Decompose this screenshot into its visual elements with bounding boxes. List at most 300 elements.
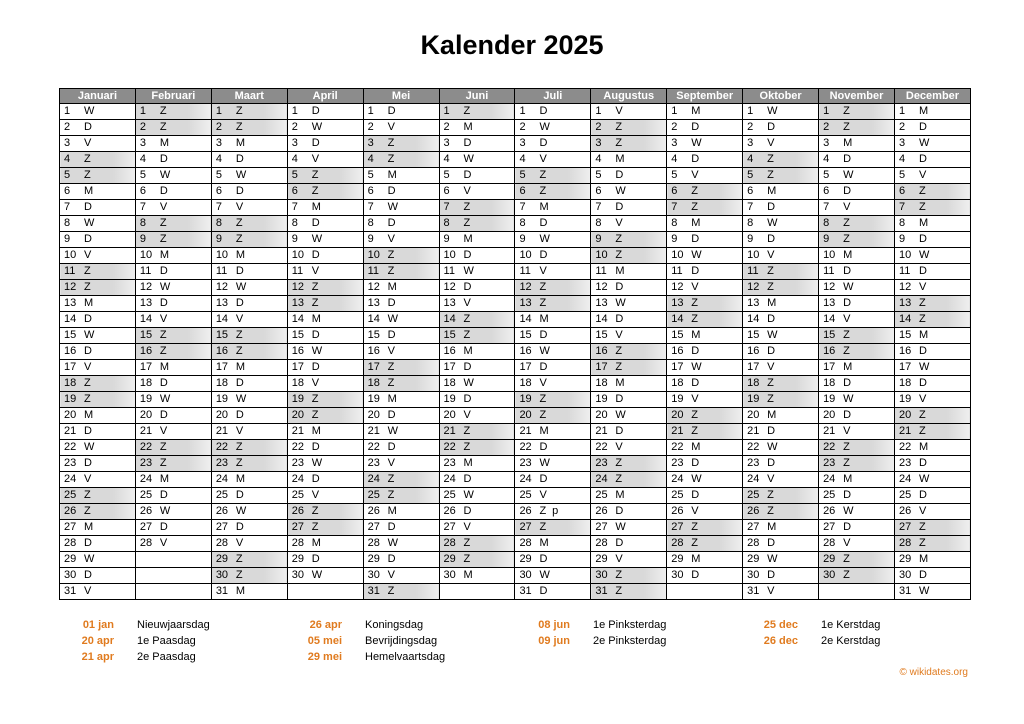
holiday-name: 1e Kerstdag <box>821 619 881 631</box>
day-note: p <box>552 505 559 517</box>
day-cell <box>591 104 667 120</box>
day-number: 23 <box>64 457 77 469</box>
day-cell <box>60 376 136 392</box>
day-cell <box>439 520 515 536</box>
weekday-letter: W <box>311 233 323 245</box>
weekday-letter: Z <box>767 265 774 277</box>
weekday-letter: W <box>159 281 171 293</box>
weekday-letter: D <box>691 233 700 245</box>
holiday-name: Hemelvaartsdag <box>365 651 446 663</box>
weekday-letter: V <box>311 265 320 277</box>
weekday-letter: Z <box>311 169 319 181</box>
day-number: 14 <box>291 313 304 325</box>
day-cell <box>743 520 819 536</box>
weekday-letter: D <box>235 153 244 165</box>
weekday-letter: Z <box>843 121 850 133</box>
day-number: 2 <box>139 121 147 133</box>
day-cell <box>591 584 667 600</box>
day-number: 13 <box>519 297 532 309</box>
day-cell <box>591 152 667 168</box>
day-cell <box>439 248 515 264</box>
day-number: 21 <box>747 425 760 437</box>
weekday-letter: W <box>463 153 474 165</box>
day-cell <box>211 472 287 488</box>
day-cell <box>667 360 743 376</box>
day-cell <box>211 248 287 264</box>
day-number: 24 <box>139 473 153 485</box>
day-cell <box>819 248 895 264</box>
day-cell <box>894 424 970 440</box>
weekday-letter: W <box>615 297 626 309</box>
weekday-letter: M <box>843 361 853 373</box>
weekday-letter: M <box>235 361 245 373</box>
weekday-letter: Z <box>387 585 395 597</box>
day-cell <box>515 216 591 232</box>
weekday-letter: Z <box>463 217 471 229</box>
day-number: 29 <box>367 553 380 565</box>
day-number: 8 <box>443 217 450 229</box>
day-cell <box>60 120 136 136</box>
day-number: 19 <box>367 393 380 405</box>
weekday-letter: M <box>84 185 94 197</box>
day-number: 30 <box>443 569 456 581</box>
day-number: 22 <box>291 441 304 453</box>
day-number: 23 <box>215 457 229 469</box>
weekday-letter: D <box>539 585 548 597</box>
day-cell <box>363 552 439 568</box>
weekday-letter: Z <box>311 281 319 293</box>
weekday-letter: Z <box>311 521 319 533</box>
calendar-body <box>60 104 971 600</box>
page-title: Kalender 2025 <box>420 30 604 60</box>
weekday-letter: Z <box>539 297 547 309</box>
weekday-letter: V <box>539 265 547 277</box>
day-number: 19 <box>443 393 456 405</box>
weekday-letter: Z <box>235 217 243 229</box>
weekday-letter: Z <box>843 553 850 565</box>
day-cell <box>211 392 287 408</box>
weekday-letter: D <box>311 329 320 341</box>
day-number: 10 <box>215 249 229 261</box>
month-header-row <box>60 89 971 104</box>
day-cell <box>135 312 211 328</box>
holiday-name: Koningsdag <box>365 619 424 631</box>
weekday-letter: D <box>84 345 92 357</box>
day-number: 10 <box>139 249 153 261</box>
day-row <box>60 504 971 520</box>
day-number: 2 <box>898 121 906 133</box>
weekday-letter: M <box>843 473 853 485</box>
day-cell <box>894 120 970 136</box>
day-number: 13 <box>367 297 380 309</box>
day-cell <box>287 504 363 520</box>
day-cell <box>819 152 895 168</box>
day-number: 11 <box>595 265 607 277</box>
day-number: 4 <box>519 153 526 165</box>
day-cell <box>363 440 439 456</box>
day-cell <box>363 312 439 328</box>
day-number: 2 <box>823 121 830 133</box>
day-number: 14 <box>671 313 684 325</box>
weekday-letter: V <box>84 473 92 485</box>
day-number: 9 <box>367 233 374 245</box>
day-cell <box>667 488 743 504</box>
day-cell <box>515 232 591 248</box>
day-cell <box>591 360 667 376</box>
day-cell <box>60 248 136 264</box>
day-cell <box>667 504 743 520</box>
day-number: 5 <box>291 169 298 181</box>
day-cell <box>287 456 363 472</box>
day-number: 6 <box>747 185 754 197</box>
day-cell <box>894 312 970 328</box>
day-number: 17 <box>367 361 380 373</box>
weekday-letter: W <box>539 457 550 469</box>
day-cell <box>135 104 211 120</box>
day-number: 19 <box>519 393 532 405</box>
day-number: 5 <box>367 169 374 181</box>
day-number: 13 <box>671 297 684 309</box>
day-number: 24 <box>291 473 304 485</box>
day-cell <box>667 456 743 472</box>
day-cell <box>667 280 743 296</box>
day-cell <box>819 280 895 296</box>
day-cell <box>287 328 363 344</box>
holiday-name: 2e Kerstdag <box>821 635 881 647</box>
day-cell <box>515 168 591 184</box>
day-number: 5 <box>139 169 147 181</box>
day-number: 3 <box>64 137 71 149</box>
day-cell <box>591 376 667 392</box>
day-cell <box>439 360 515 376</box>
day-number: 26 <box>671 505 684 517</box>
weekday-letter: D <box>918 345 927 357</box>
day-number: 8 <box>139 217 147 229</box>
day-number: 24 <box>898 473 912 485</box>
day-cell <box>211 120 287 136</box>
weekday-letter: M <box>311 313 321 325</box>
day-number: 1 <box>443 105 450 117</box>
weekday-letter: W <box>918 585 930 597</box>
weekday-letter: D <box>615 201 624 213</box>
weekday-letter: Z <box>539 169 547 181</box>
day-cell <box>515 328 591 344</box>
day-number: 22 <box>823 441 836 453</box>
day-number: 6 <box>291 185 298 197</box>
day-cell <box>743 488 819 504</box>
weekday-letter: D <box>539 249 548 261</box>
day-number: 29 <box>215 553 229 565</box>
weekday-letter: W <box>691 137 702 149</box>
day-cell <box>591 184 667 200</box>
weekday-letter: Z <box>463 553 471 565</box>
holiday-date: 01 jan <box>82 619 114 631</box>
day-cell <box>819 136 895 152</box>
day-cell <box>135 280 211 296</box>
day-number: 10 <box>519 249 532 261</box>
day-row <box>60 296 971 312</box>
weekday-letter: Z <box>918 409 926 421</box>
weekday-letter: D <box>463 473 472 485</box>
day-cell <box>439 392 515 408</box>
weekday-letter: D <box>918 457 927 469</box>
day-number: 25 <box>367 489 380 501</box>
weekday-letter: D <box>387 521 396 533</box>
day-cell <box>439 296 515 312</box>
day-cell <box>287 200 363 216</box>
day-number: 12 <box>823 281 836 293</box>
day-cell <box>363 248 439 264</box>
day-number: 7 <box>898 201 906 213</box>
day-cell <box>211 552 287 568</box>
weekday-letter: D <box>918 265 927 277</box>
weekday-letter: D <box>691 345 700 357</box>
day-cell <box>60 488 136 504</box>
weekday-letter: W <box>615 185 626 197</box>
weekday-letter: D <box>159 153 168 165</box>
day-cell <box>135 360 211 376</box>
day-cell <box>60 136 136 152</box>
weekday-letter: W <box>463 265 474 277</box>
day-row <box>60 136 971 152</box>
day-number: 24 <box>443 473 456 485</box>
day-cell <box>439 552 515 568</box>
day-cell <box>819 200 895 216</box>
day-number: 20 <box>291 409 304 421</box>
day-number: 9 <box>595 233 602 245</box>
day-cell <box>60 216 136 232</box>
day-cell <box>667 232 743 248</box>
day-number: 31 <box>519 585 532 597</box>
day-number: 2 <box>291 121 298 133</box>
day-number: 18 <box>443 377 456 389</box>
weekday-letter: V <box>843 537 851 549</box>
weekday-letter: Z <box>843 441 850 453</box>
day-number: 12 <box>671 281 684 293</box>
weekday-letter: V <box>463 297 471 309</box>
day-number: 4 <box>215 153 222 165</box>
weekday-letter: Z <box>235 329 243 341</box>
day-number: 15 <box>595 329 608 341</box>
month-header: Juli <box>515 89 591 104</box>
holiday-item <box>288 633 488 649</box>
weekday-letter: D <box>387 329 396 341</box>
day-cell <box>363 392 439 408</box>
weekday-letter: Z <box>387 361 395 373</box>
day-number: 4 <box>747 153 754 165</box>
day-number: 23 <box>367 457 380 469</box>
day-number: 6 <box>367 185 374 197</box>
day-cell <box>743 568 819 584</box>
weekday-letter: Z <box>84 265 91 277</box>
day-cell <box>743 328 819 344</box>
day-number: 22 <box>595 441 608 453</box>
day-number: 10 <box>898 249 912 261</box>
day-number: 29 <box>595 553 608 565</box>
day-number: 24 <box>747 473 760 485</box>
day-number: 6 <box>898 185 906 197</box>
day-cell <box>287 312 363 328</box>
day-number: 8 <box>215 217 222 229</box>
day-row <box>60 360 971 376</box>
weekday-letter: V <box>767 473 775 485</box>
day-number: 12 <box>443 281 456 293</box>
day-cell <box>211 568 287 584</box>
day-number: 4 <box>671 153 678 165</box>
weekday-letter: Z <box>615 345 623 357</box>
weekday-letter: D <box>691 377 700 389</box>
day-number: 5 <box>671 169 678 181</box>
day-number: 18 <box>898 377 912 389</box>
day-number: 3 <box>139 137 147 149</box>
day-number: 26 <box>519 505 532 517</box>
day-cell <box>743 200 819 216</box>
weekday-letter: M <box>691 553 701 565</box>
day-number: 26 <box>215 505 229 517</box>
weekday-letter: D <box>918 377 927 389</box>
day-number: 28 <box>671 537 684 549</box>
day-cell <box>515 200 591 216</box>
day-cell <box>60 504 136 520</box>
weekday-letter: V <box>311 489 320 501</box>
day-number: 19 <box>595 393 608 405</box>
weekday-letter: V <box>539 489 547 501</box>
day-number: 30 <box>595 569 608 581</box>
day-number: 16 <box>139 345 153 357</box>
day-cell <box>894 440 970 456</box>
day-number: 9 <box>291 233 298 245</box>
day-cell <box>60 456 136 472</box>
day-number: 11 <box>671 265 683 277</box>
day-number: 25 <box>215 489 229 501</box>
day-number: 24 <box>671 473 684 485</box>
day-number: 22 <box>367 441 380 453</box>
weekday-letter: M <box>615 377 625 389</box>
holiday-column <box>60 617 260 665</box>
day-number: 21 <box>215 425 229 437</box>
day-number: 21 <box>443 425 456 437</box>
day-cell <box>894 376 970 392</box>
day-cell <box>439 568 515 584</box>
day-cell <box>819 536 895 552</box>
weekday-letter: D <box>615 281 624 293</box>
day-cell <box>819 504 895 520</box>
day-cell <box>287 136 363 152</box>
day-cell <box>591 552 667 568</box>
weekday-letter: V <box>159 537 168 549</box>
weekday-letter: D <box>235 377 244 389</box>
day-cell <box>667 200 743 216</box>
weekday-letter: V <box>311 153 320 165</box>
holiday-date: 26 dec <box>763 635 798 647</box>
weekday-letter: D <box>311 105 320 117</box>
day-cell <box>743 424 819 440</box>
day-number: 2 <box>671 121 678 133</box>
day-cell <box>60 408 136 424</box>
weekday-letter: W <box>918 473 930 485</box>
day-number: 30 <box>291 569 304 581</box>
day-number: 26 <box>64 505 77 517</box>
weekday-letter: Z <box>539 185 547 197</box>
day-cell <box>211 536 287 552</box>
weekday-letter: D <box>767 569 776 581</box>
day-cell <box>135 328 211 344</box>
day-cell <box>894 568 970 584</box>
day-cell <box>287 488 363 504</box>
day-number: 30 <box>215 569 229 581</box>
day-number: 27 <box>215 521 229 533</box>
day-cell <box>667 536 743 552</box>
day-number: 16 <box>671 345 684 357</box>
day-number: 16 <box>747 345 760 357</box>
day-cell <box>667 120 743 136</box>
day-cell <box>819 488 895 504</box>
day-number: 10 <box>291 249 304 261</box>
day-number: 21 <box>139 425 153 437</box>
day-number: 10 <box>64 249 77 261</box>
weekday-letter: Z <box>387 153 395 165</box>
holiday-name: Bevrijdingsdag <box>365 635 438 647</box>
day-number: 15 <box>898 329 912 341</box>
day-cell <box>743 232 819 248</box>
day-number: 9 <box>519 233 526 245</box>
weekday-letter: Z <box>463 313 471 325</box>
day-cell <box>894 216 970 232</box>
day-cell <box>439 264 515 280</box>
day-cell <box>287 552 363 568</box>
day-number: 2 <box>215 121 222 133</box>
day-number: 12 <box>898 281 912 293</box>
day-number: 7 <box>443 201 450 213</box>
day-cell <box>667 408 743 424</box>
weekday-letter: V <box>235 537 244 549</box>
month-header: September <box>667 89 743 104</box>
day-number: 17 <box>443 361 456 373</box>
day-number: 23 <box>823 457 836 469</box>
day-cell <box>894 184 970 200</box>
day-cell <box>363 472 439 488</box>
day-cell <box>819 568 895 584</box>
day-cell <box>439 344 515 360</box>
day-number: 13 <box>215 297 229 309</box>
day-cell <box>819 216 895 232</box>
day-number: 7 <box>595 201 602 213</box>
day-cell <box>591 232 667 248</box>
weekday-letter: D <box>767 201 776 213</box>
day-number: 4 <box>367 153 374 165</box>
day-cell <box>60 168 136 184</box>
day-number: 18 <box>215 377 229 389</box>
holiday-date: 20 apr <box>81 635 114 647</box>
day-cell <box>287 264 363 280</box>
weekday-letter: Z <box>159 121 167 133</box>
day-cell <box>667 328 743 344</box>
weekday-letter: Z <box>539 521 547 533</box>
day-number: 26 <box>291 505 304 517</box>
day-number: 3 <box>595 137 602 149</box>
day-cell <box>363 280 439 296</box>
weekday-letter: M <box>463 569 473 581</box>
holiday-item <box>60 649 260 665</box>
day-cell <box>515 264 591 280</box>
weekday-letter: V <box>387 569 395 581</box>
day-number: 20 <box>443 409 456 421</box>
day-cell <box>135 216 211 232</box>
day-number: 7 <box>671 201 678 213</box>
weekday-letter: V <box>767 361 775 373</box>
day-cell <box>743 312 819 328</box>
day-cell <box>287 216 363 232</box>
